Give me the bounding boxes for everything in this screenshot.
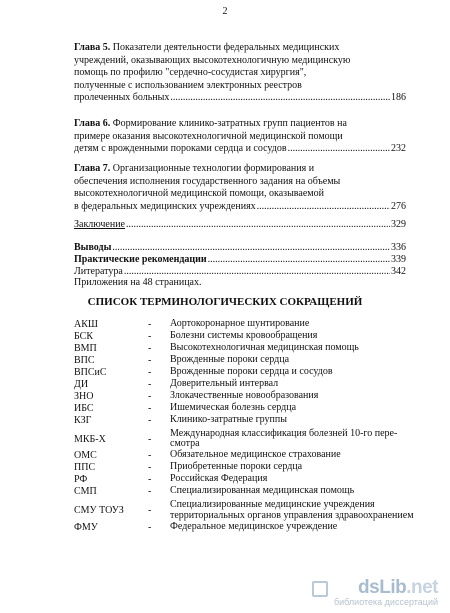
dash: - [148,415,152,426]
abbreviation-term: ИБС [74,403,94,414]
toc-entry-chapter-7 [74,163,406,213]
abbreviation-row [74,522,414,534]
dash: - [148,403,152,414]
dash: - [148,391,152,402]
watermark [290,577,440,607]
abbreviation-definition: Врожденные пороки сердца [170,354,290,365]
toc-line: помощь по профилю "сердечно-сосудистая хирургия", [74,67,307,79]
toc-chapter-label: Глава 6. [74,118,111,129]
appendix-note: Приложения на 48 страницах. [74,277,202,288]
toc-line: примере оказания высокотехнологичной медицинской помощи [74,130,343,142]
toc-line: пролеченных больных [74,92,170,104]
dash: - [148,462,152,473]
toc-entry-findings [74,242,406,255]
abbreviation-row [74,428,414,450]
toc-line: Организационные технологии формирования и [112,163,315,174]
toc-line: Практические рекомендации [74,254,207,265]
dash: - [148,343,152,354]
abbreviation-definition: Болезни системы кровообращения [170,330,318,341]
abbreviation-definition: Приобретенные пороки сердца [170,461,303,472]
abbreviation-definition: Клинико-затратные группы [170,414,287,425]
abbreviations-list [74,319,414,534]
abbreviation-term: МКБ-Х [74,433,106,445]
toc-page-number: 329 [391,219,406,230]
abbreviation-term: ВПС [74,355,95,366]
page-number: 2 [222,6,228,17]
abbreviation-definition: Врожденные пороки сердца и сосудов [170,366,333,377]
toc-page-number: 276 [391,200,406,212]
abbreviation-term: ВМП [74,343,97,354]
abbreviation-term: БСК [74,331,94,342]
abbreviation-term: СМУ ТОУЗ [74,505,124,516]
abbreviation-definition: Специализированная медицинская помощь [170,485,355,496]
dash: - [148,331,152,342]
toc-line: высокотехнологичной медицинской помощи, оказываемой [74,188,324,200]
abbreviation-definition: Специализированные медицинские учреждения территориальных органов управления здравоохранением [170,499,414,521]
abbreviation-term: СМП [74,486,97,497]
dash: - [148,474,152,485]
toc-line: обеспечения исполнения государственного задания на объемы [74,175,341,187]
toc-page-number: 232 [391,143,406,155]
dash: - [148,355,152,366]
watermark-subtitle: библиотека диссертаций [333,597,438,607]
abbreviation-definition: Высокотехнологичная медицинская помощь [170,342,359,353]
toc-page-number: 339 [391,254,406,265]
abbreviation-term: ППС [74,462,96,473]
watermark-logo: dsLib.net [358,577,438,598]
toc-line: Формирование клинико-затратных групп пациентов на [112,118,347,129]
toc-entry-chapter-5 [74,42,406,105]
toc-entry-conclusion [74,219,406,232]
abbreviation-term: ОМС [74,450,97,461]
toc-line: в федеральных медицинских учреждениях [74,200,256,212]
abbreviation-definition: Международная классификация болезней 10-го пере-смотра [170,427,398,449]
abbreviation-term: ДИ [74,379,89,390]
toc-page-number: 186 [391,92,406,104]
logo-icon [312,581,328,597]
abbreviation-definition: Обязательное медицинское страхование [170,449,341,460]
dash: - [148,505,152,516]
dash: - [148,450,152,461]
abbreviation-row [74,415,414,428]
abbreviation-term: КЗГ [74,415,92,426]
abbreviation-term: РФ [74,474,88,485]
toc-line: детям с врожденными пороками сердца и сосудов [74,143,287,155]
abbreviation-definition: Российская Федерация [170,473,268,484]
abbreviation-term: АКШ [74,319,98,330]
abbreviation-definition: Аортокоронарное шунтирование [170,318,310,329]
abbreviation-term: ВПСиС [74,367,107,378]
toc-line: полученные с использованием электронных реестров [74,79,302,91]
dash: - [148,522,152,533]
toc-line: Показатели деятельности федеральных медицинских [112,42,340,53]
dash: - [148,367,152,378]
toc-entry-recommendations [74,254,406,267]
toc-line: Выводы [74,242,112,253]
abbreviation-row [74,499,414,522]
dash: - [148,433,152,445]
toc-chapter-label: Глава 5. [74,42,111,53]
toc-page-number: 336 [391,242,406,253]
toc-line: Литература [74,266,123,277]
abbreviation-row [74,486,414,499]
abbreviation-term: ЗНО [74,391,94,402]
abbreviation-term: ФМУ [74,522,98,533]
abbreviations-heading: СПИСОК ТЕРМИНОЛОГИЧЕСКИХ СОКРАЩЕНИЙ [87,296,363,308]
dash: - [148,319,152,330]
abbreviation-definition: Доверительный интервал [170,378,279,389]
abbreviation-definition: Ишемическая болезнь сердца [170,402,297,413]
toc-chapter-label: Глава 7. [74,163,111,174]
toc-line: учреждений, оказывающих высокотехнологичную медицинскую [74,54,351,66]
abbreviation-definition: Злокачественные новообразования [170,390,319,401]
dash: - [148,379,152,390]
toc-page-number: 342 [391,266,406,277]
toc-line: Заключение [74,219,125,230]
dash: - [148,486,152,497]
toc-entry-chapter-6 [74,118,406,156]
abbreviation-definition: Федеральное медицинское учреждение [170,521,338,532]
